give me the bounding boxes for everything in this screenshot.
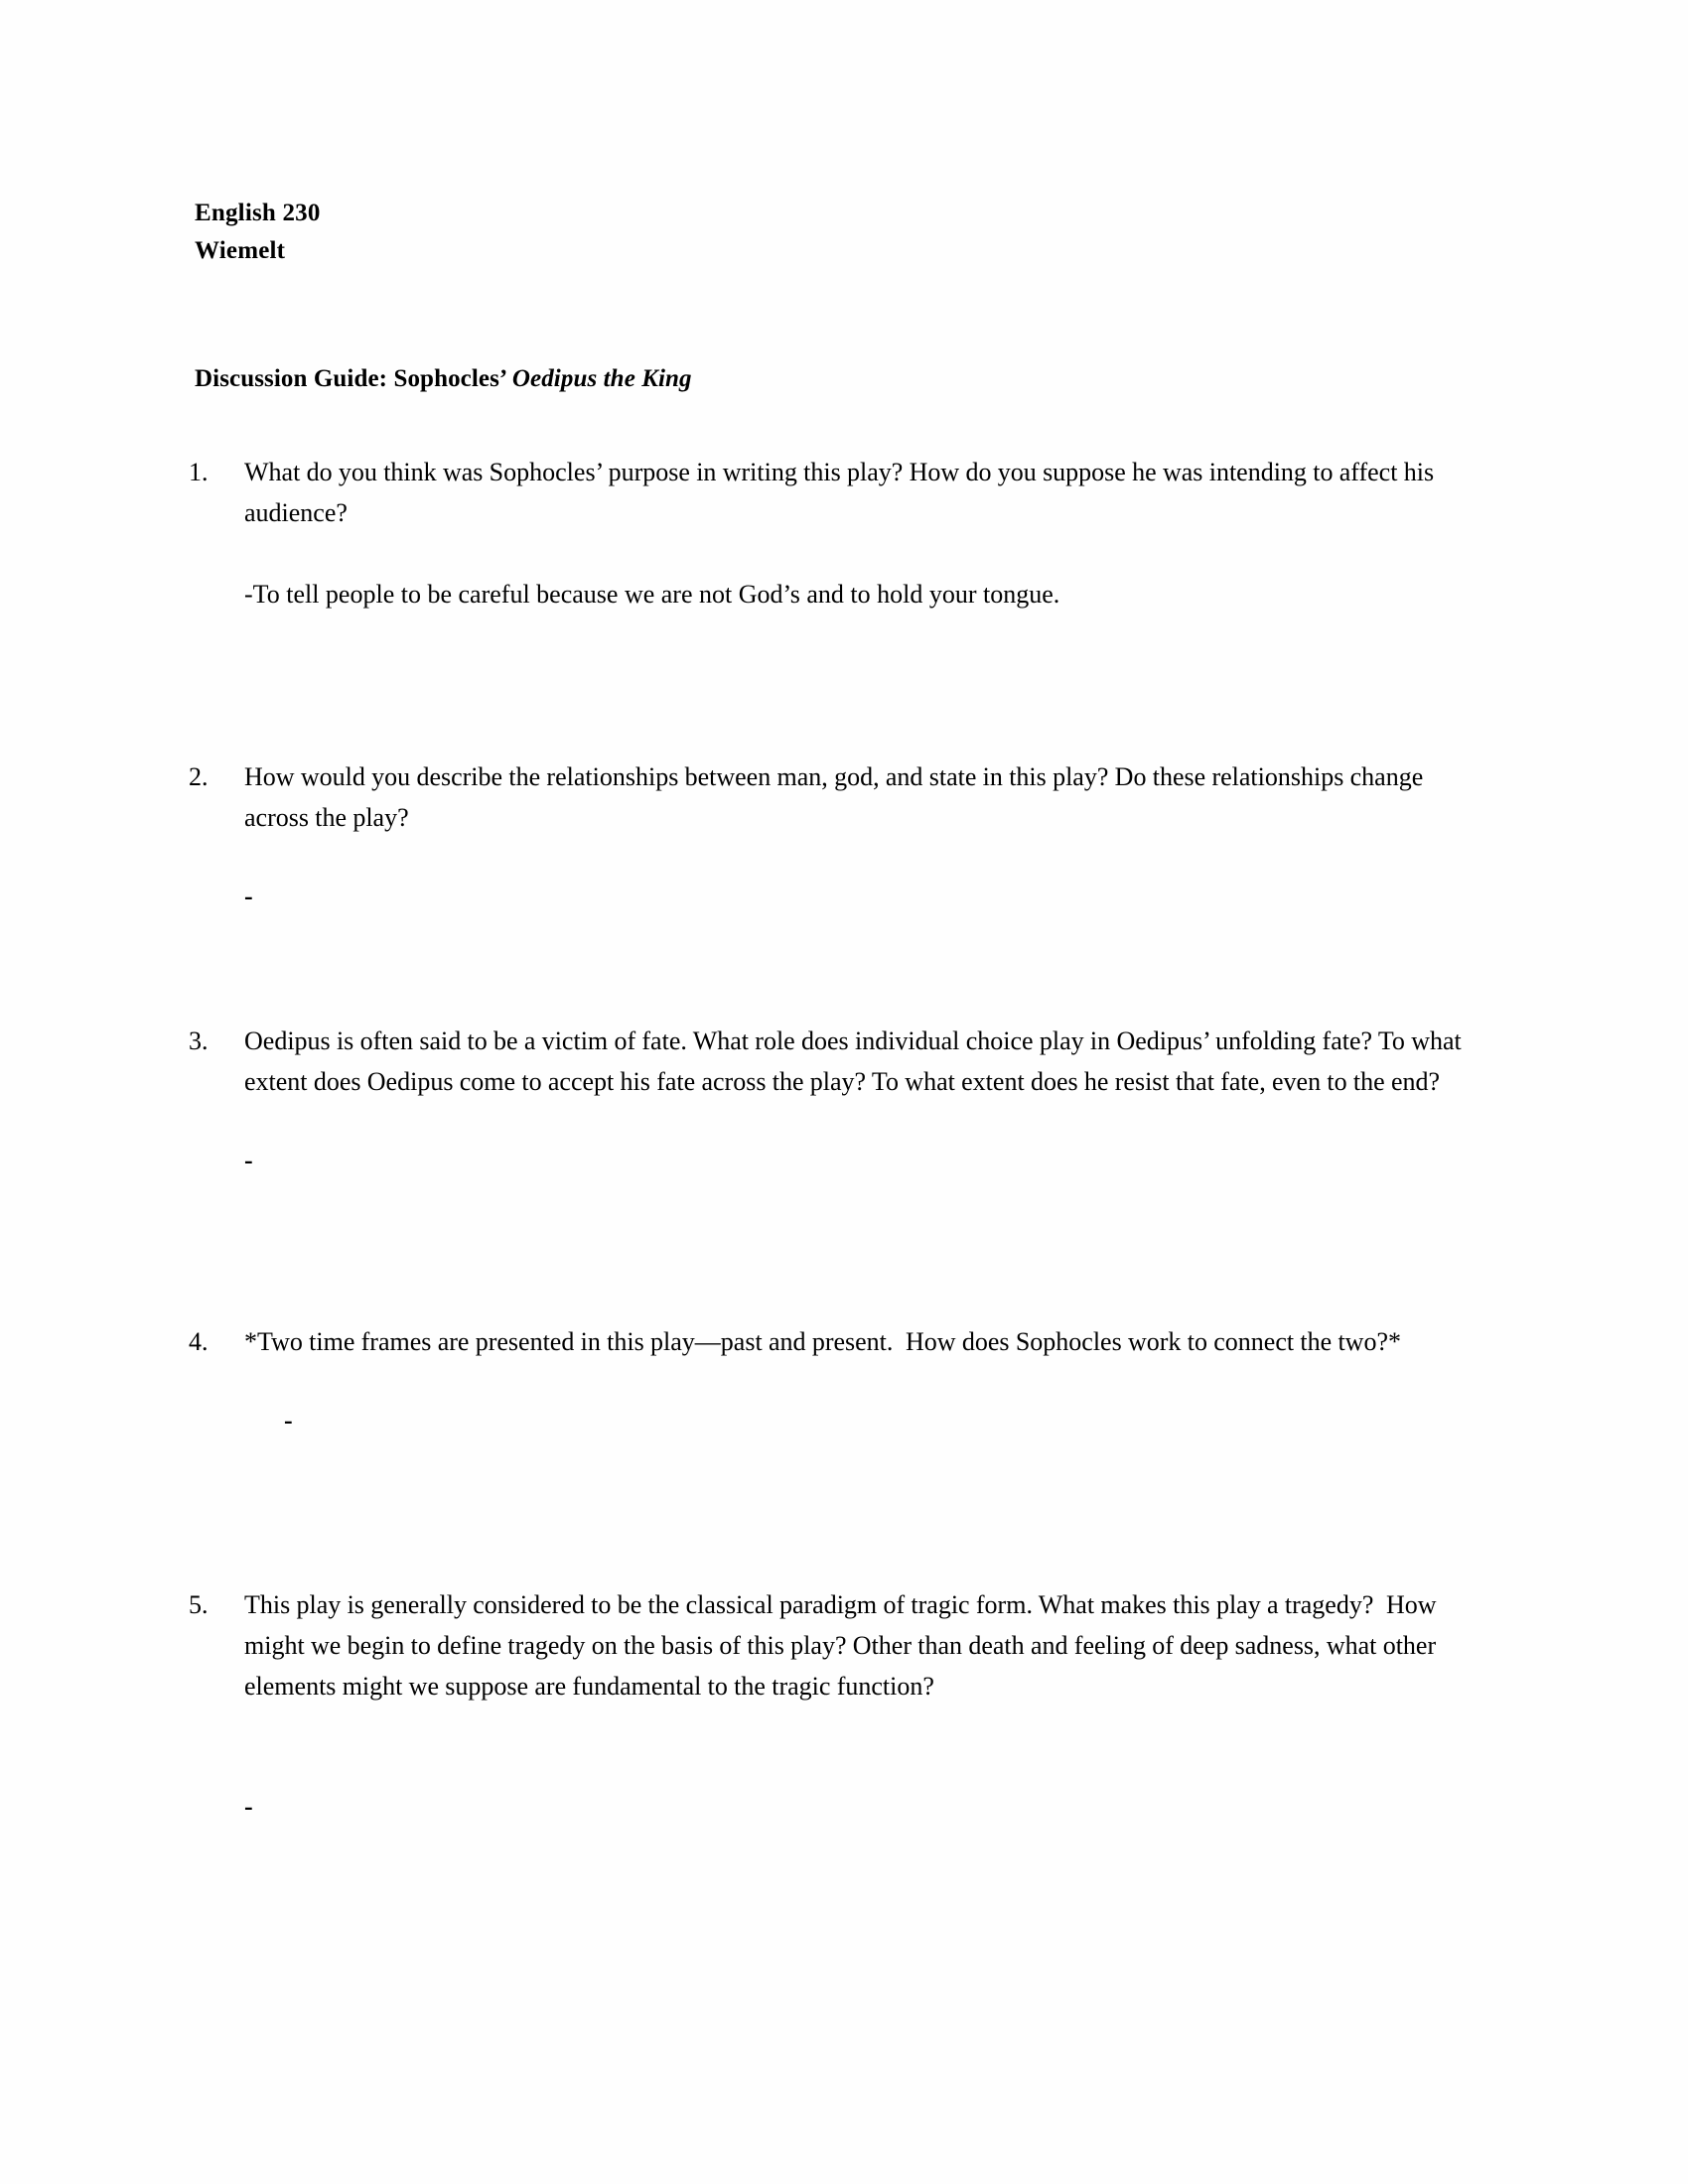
title-prefix: Discussion Guide: Sophocles’ [195,365,512,392]
answer-text: - [284,1406,293,1434]
document-header [195,195,321,270]
question-text: This play is generally considered to be the classical paradigm of tragic form. What makes this play a tragedy? How might we begin to define tragedy on the basis of this play? Other than death and feeling of deep sadness, what other elements might we suppose are fundamental to the tragic function? [244,1590,1443,1701]
instructor-name: Wiemelt [195,237,286,264]
list-item [189,756,1479,838]
question-text: How would you describe the relationships between man, god, and state in this play? Do these relationships change across the play? [244,762,1430,832]
answer-text: - [244,1146,253,1174]
question-number: 3. [189,1026,209,1055]
question-text: Oedipus is often said to be a victim of fate. What role does individual choice play in Oedipus’ unfolding fate? To what extent does Oedipus come to accept his fate across the play? To what extent does he resist that fate, even to the end? [244,1026,1469,1096]
title-work: Oedipus the King [511,365,692,392]
list-item [189,1021,1479,1102]
course-name: English 230 [195,200,321,226]
answer-text: - [244,1792,253,1821]
question-number: 1. [189,458,209,486]
question-number: 2. [189,762,209,791]
list-item [189,452,1479,533]
question-list [189,452,1479,1827]
list-item [189,1584,1479,1706]
list-item [189,1321,1479,1362]
question-text: *Two time frames are presented in this play—past and present. How does Sophocles work to connect the two?* [244,1327,1402,1356]
page-title [195,365,692,393]
question-number: 4. [189,1327,209,1356]
question-number: 5. [189,1590,209,1619]
answer-text: -To tell people to be careful because we are not God’s and to hold your tongue. [244,580,1060,609]
answer-text: - [244,882,253,910]
question-text: What do you think was Sophocles’ purpose in writing this play? How do you suppose he was intending to affect his audience? [244,458,1441,527]
